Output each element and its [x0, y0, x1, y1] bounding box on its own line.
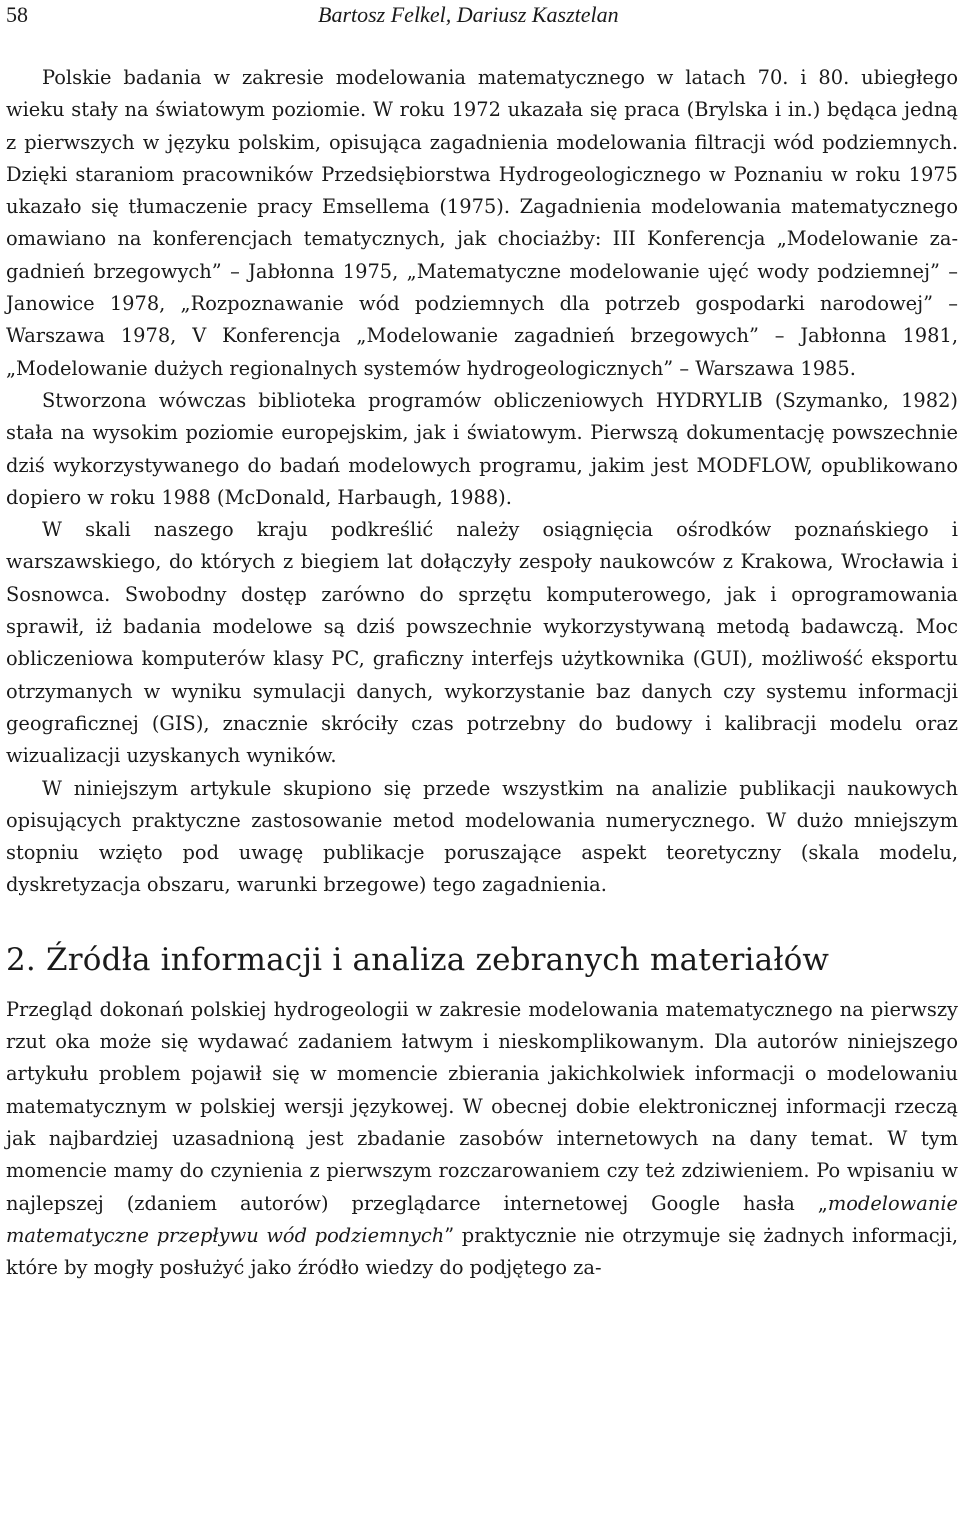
running-head-authors: Bartosz Felkel, Dariusz Kasztelan — [318, 2, 619, 27]
body-text — [6, 62, 958, 1284]
paragraph: W skali naszego kraju podkreślić należy osiągnięcia ośrodków poznańskiego i warszawskiego, do których z biegiem lat dołączyły zespoły naukowców z Krakowa, Wrocławia i Sosnowca. Swobodny dostęp zarówno do sprzętu komputerowego, jak i oprogramowania sprawił, iż badania modelowe są dziś powszechnie wykorzystywaną metodą badawczą. Moc obliczeniowa komputerów klasy PC, graficzny interfejs użytkownika (GUI), możliwość eksportu otrzymanych w wyniku symulacji danych, wykorzystanie baz danych czy systemu informacji geograficznej (GIS), znacznie skróciły czas potrzebny do budowy i kalibracji modelu oraz wizualizacji uzyskanych wyników. — [6, 518, 958, 768]
section-paragraph — [6, 994, 958, 1285]
paragraph: Stworzona wówczas biblioteka programów obliczeniowych HYDRYLIB (Szymanko, 1982) stała na wysokim poziomie europejskim, jak i światowym. Pierwszą dokumentację powszechnie dziś wykorzystywanego do badań modelowych programu, jakim jest MODFLOW, opublikowano dopiero w roku 1988 (McDonald, Harbaugh, 1988). — [6, 388, 958, 509]
section-heading: 2. Źródła informacji i analiza zebranych materiałów — [6, 941, 830, 978]
page-number: 58 — [6, 2, 28, 27]
paragraph: Polskie badania w zakresie modelowania matematycznego w latach 70. i 80. ubiegłego wieku stały na światowym poziomie. W roku 1972 ukazała się praca (Brylska i in.) będąca jedną z pierwszych w języku polskim, opisująca zagadnienia modelowania filtracji wód podziemnych. Dzięki staraniom pracowników Przedsiębiorstwa Hydrogeologicznego w Poznaniu w roku 1975 ukazało się tłumaczenie pracy Emsellema (1975). Zagadnienia modelowania matematycznego omawiano na konferencjach tematycznych, jak chociażby: III Konferencja „Modelowanie zagadnień brzegowych” – Jabłonna 1975, „Matematyczne modelowanie ujęć wody podziemnej” – Janowice 1978, „Rozpoznawanie wód podziemnych dla potrzeb gospodarki narodowej” – Warszawa 1978, V Konferencja „Modelowanie zagadnień brzegowych” – Jabłonna 1981, „Modelowanie dużych regionalnych systemów hydrogeologicznych” – Warszawa 1985. — [6, 66, 958, 380]
section-paragraph-start: Przegląd dokonań polskiej hydrogeologii w zakresie modelowania matematycznego na pierwszy rzut oka może się wydawać zadaniem łatwym i nieskomplikowanym. Dla autorów niniejszego artykułu problem pojawił się w momencie zbierania jakichkolwiek informacji o modelowaniu matematycznym w polskiej wersji językowej. W obecnej dobie elektronicznej informacji rzeczą jak najbardziej uzasadnioną jest zbadanie zasobów internetowych na dany temat. W tym momencie mamy do czynienia z pierwszym rozczarowaniem czy też zdziwieniem. Po wpisaniu w najlepszej (zdaniem autorów) przeglądarce internetowej Google hasła „ — [6, 997, 958, 1215]
paragraph: W niniejszym artykule skupiono się przede wszystkim na analizie publikacji naukowych opisujących praktyczne zastosowanie metod modelowania numerycznego. W dużo mniejszym stopniu wzięto pod uwagę publikacje poruszające aspekt teoretyczny (skala modelu, dyskretyzacja obszaru, warunki brzegowe) tego zagadnienia. — [6, 776, 958, 897]
search-phrase: modelowanie matematyczne przepływu wód podziemnych — [6, 1191, 958, 1247]
section-paragraph-end: ” praktycznie nie otrzymuje się żadnych informacji, które by mogły posłużyć jako źródło wiedzy do podjętego za- — [6, 1223, 958, 1280]
running-head — [6, 0, 958, 34]
